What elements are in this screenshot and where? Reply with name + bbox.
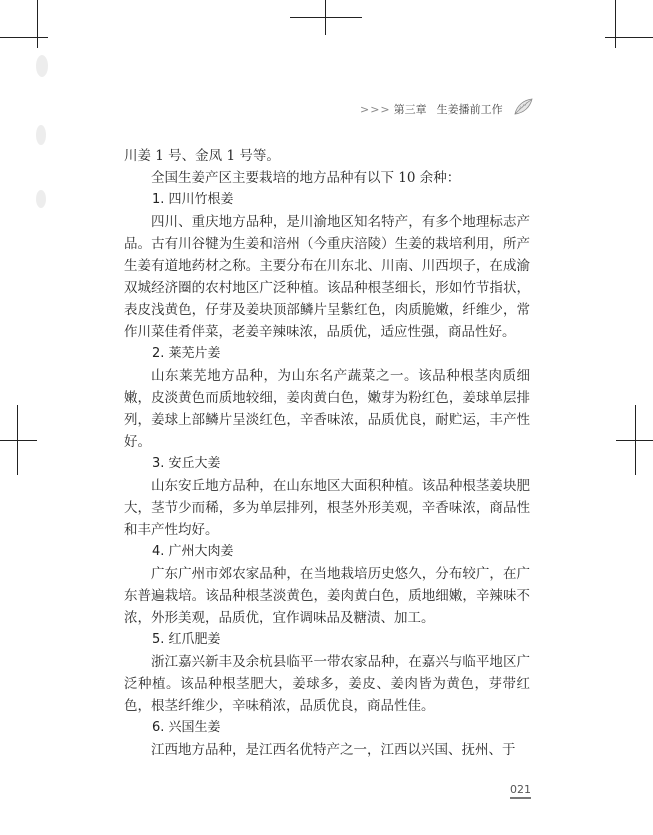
crop-mark-top-left-v (37, 0, 38, 48)
section-heading: 3. 安丘大姜 (152, 456, 221, 471)
page-number: 021 (510, 783, 531, 799)
paragraph: 江西地方品种，是江西名优特产之一，江西以兴国、抚州、于 (151, 742, 516, 758)
paragraph: 川姜 1 号、金凤 1 号等。 (124, 148, 280, 164)
page-body (124, 145, 530, 761)
header-arrows: >>> (360, 103, 391, 116)
header-title: 生姜播前工作 (436, 103, 503, 116)
paragraph: 山东莱芜地方品种，为山东名产蔬菜之一。该品种根茎肉质细嫩，皮淡黄色而质地较细，姜肉黄白色，嫩芽为粉红色，姜球单层排列，姜球上部鳞片呈淡红色，辛香味浓，品质优良，耐贮运，丰产性好。 (124, 368, 530, 450)
section-heading: 5. 红爪肥姜 (152, 632, 221, 647)
crop-mark-top-center-h (290, 17, 362, 18)
crop-mark-mid-left-h (0, 440, 37, 441)
crop-mark-top-right-h (605, 37, 653, 38)
scan-smudge (36, 125, 46, 145)
header-chapter: 第三章 (393, 103, 427, 116)
crop-mark-top-right-v (615, 0, 616, 48)
section-heading: 4. 广州大肉姜 (152, 544, 234, 559)
section-heading: 2. 莱芜片姜 (152, 346, 221, 361)
paragraph: 广东广州市郊农家品种，在当地栽培历史悠久，分布较广，在广东普遍栽培。该品种根茎淡黄色，姜肉黄白色，质地细嫩，辛辣味不浓，外形美观，品质优，宜作调味品及糖渍、加工。 (124, 566, 530, 626)
paragraph: 山东安丘地方品种，在山东地区大面积种植。该品种根茎姜块肥大，茎节少而稀，多为单层排列，根茎外形美观，辛香味浓，商品性和丰产性均好。 (124, 478, 530, 538)
paragraph: 全国生姜产区主要栽培的地方品种有以下 10 余种： (151, 170, 461, 186)
crop-mark-top-left-h (0, 37, 48, 38)
section-heading: 1. 四川竹根姜 (152, 192, 234, 207)
scan-smudge (36, 55, 48, 77)
paragraph: 浙江嘉兴新丰及余杭县临平一带农家品种，在嘉兴与临平地区广泛种植。该品种根茎肥大，姜球多，姜皮、姜肉皆为黄色，芽带红色，根茎纤维少，辛味稍浓，品质优良，商品性佳。 (124, 654, 530, 714)
scan-smudge (36, 190, 46, 208)
section-heading: 6. 兴国生姜 (152, 720, 221, 735)
crop-mark-mid-right-h (616, 440, 653, 441)
leaf-icon (512, 97, 534, 120)
running-header (360, 101, 540, 121)
paragraph: 四川、重庆地方品种，是川渝地区知名特产，有多个地理标志产品。古有川谷犍为生姜和涪州（今重庆涪陵）生姜的栽培利用，所产生姜有道地药材之称。主要分布在川东北、川南、川西坝子，在成渝双城经济圈的农村地区广泛种植。该品种根茎细长，形如竹节指状，表皮浅黄色，仔芽及姜块顶部鳞片呈紫红色，肉质脆嫩，纤维少，常作川菜佳肴伴菜，老姜辛辣味浓，品质优，适应性强，商品性好。 (124, 214, 530, 340)
